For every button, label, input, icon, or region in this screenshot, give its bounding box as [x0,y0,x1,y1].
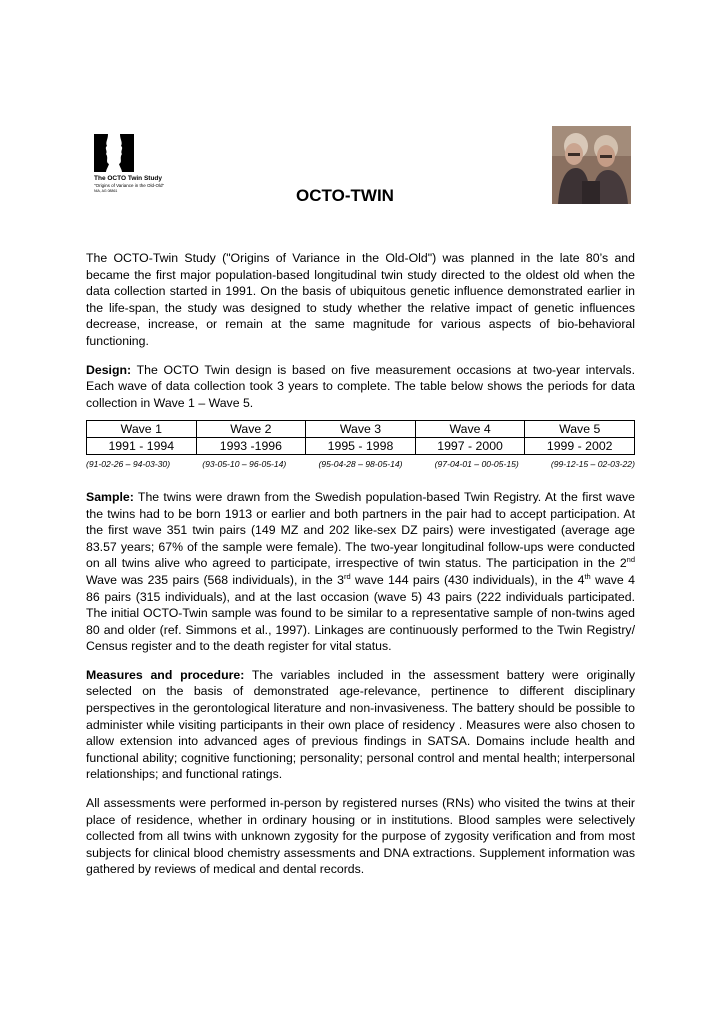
wave-header: Wave 1 [87,421,197,438]
superscript: nd [626,555,635,565]
sample-text: The twins were drawn from the Swedish population-based Twin Registry. At the first wave the twins had to be born 1913 or earlier and both partners in the pair had to accept participation. At the first wave 351 twin pairs (149 MZ and 202 like-sex DZ pairs) were investigated (average age 83.57 years; 67% of the sample were female). The two-year longitudinal follow-ups were conducted on all twins alive who agreed to participate, irrespective of twin status. The participation in the 2 [86,489,635,571]
wave-dates [86,456,635,473]
sample-text: Wave was 235 pairs (568 individuals), in the 3 [86,572,344,587]
wave-years: 1995 - 1998 [306,438,416,455]
superscript: rd [343,571,351,581]
measures-text: The variables included in the assessment battery were originally selected on the basis of demonstrated age-relevance, pertinence to different disciplinary perspectives in the gerontological literature and non-invasiveness. The battery should be possible to administer while visiting participants in their own place of residency . Measures were also chosen to allow extension into advanced ages of previous findings in SATSA. Domains include health and functional ability; cognitive functioning; personality; personal control and mental health; interpersonal relationships; and functional ratings. [86,667,635,782]
table-row [87,438,635,455]
assessments-paragraph: All assessments were performed in-person by registered nurses (RNs) who visited the twins at their place of residence, whether in ordinary housing or in institutions. Blood samples were selectively collected from all twins with unknown zygosity for the purpose of zygosity verification and from most subjects for clinical blood chemistry assessments and DNA extractions. Supplement information was gathered by reviews of medical and dental records. [86,796,635,877]
wave-header: Wave 5 [525,421,635,438]
wave-header: Wave 2 [196,421,306,438]
design-text: The OCTO Twin design is based on five measurement occasions at two-year intervals. Each wave of data collection took 3 years to complete. The table below shows the periods for data collection in Wave 1 – Wave 5. [86,362,635,410]
wave-date-range: (97-04-01 – 00-05-15) [434,459,519,470]
sample-paragraph [86,489,635,655]
measures-paragraph [86,667,635,783]
wave-years: 1991 - 1994 [87,438,197,455]
wave-years: 1999 - 2002 [525,438,635,455]
logo-title: The OCTO Twin Study [94,175,163,182]
sample-text: wave 144 pairs (430 individuals), in the 4 [350,572,585,587]
logo-code: NIA, AG 08861 [94,189,118,193]
document-body [86,250,635,890]
page-title: OCTO-TWIN [296,186,394,205]
wave-date-range: (93-05-10 – 96-05-14) [202,459,287,470]
wave-date-range: (91-02-26 – 94-03-30) [86,459,171,470]
wave-date-range: (95-04-28 – 98-05-14) [318,459,403,470]
waves-table [86,420,635,455]
wave-header: Wave 3 [306,421,416,438]
intro-paragraph: The OCTO-Twin Study ("Origins of Variance in the Old-Old") was planned in the late 80’s and became the first major population-based longitudinal twin study directed to the oldest old when the data collection started in 1991. On the basis of ubiquitous genetic influence demonstrated earlier in the life-span, the study was designed to study whether the relative impact of genetic influences decrease, increase, or remain at the same magnitude for various aspects of bio-behavioral functioning. [86,251,635,348]
wave-header: Wave 4 [415,421,525,438]
logo-subtitle: "Origins of Variance in the Old-Old" [94,183,165,188]
design-label: Design: [86,362,132,377]
sample-text: wave 4 86 pairs (315 individuals), and at the last occasion (wave 5) 43 pairs (222 individuals participated. The initial OCTO-Twin sample was found to be similar to a representative sample of non-twins aged 80 and older (ref. Simmons et al., 1997). Linkages are continuously performed to the Twin Registry/ Census register and to the death register for vital status. [86,572,635,654]
study-logo [94,134,194,194]
sample-label: Sample: [86,489,134,504]
design-paragraph [86,362,635,412]
measures-label: Measures and procedure: [86,667,245,682]
wave-years: 1997 - 2000 [415,438,525,455]
wave-date-range: (99-12-15 – 02-03-22) [550,459,635,470]
table-row [87,421,635,438]
wave-years: 1993 -1996 [196,438,306,455]
face-vase-icon [94,134,134,172]
superscript: th [584,571,591,581]
